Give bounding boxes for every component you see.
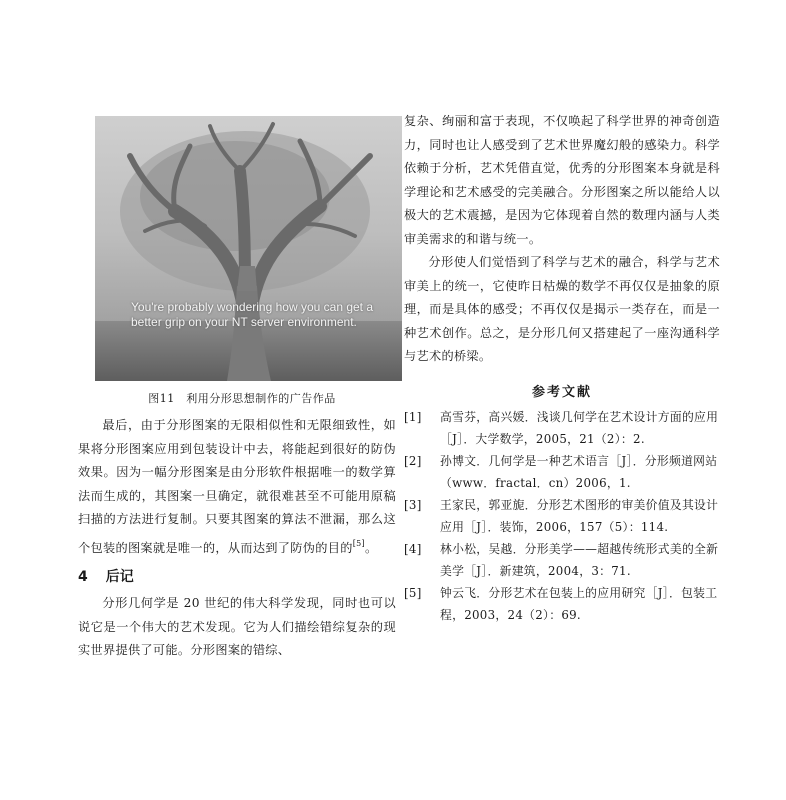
section-number: 4 [78,569,88,585]
reference-item [404,406,720,450]
reference-item [404,538,720,582]
figure-overlay-text: You're probably wondering how you can get a better grip on your NT server environment. [131,300,374,329]
reference-text: 孙博文．几何学是一种艺术语言［J］．分形频道网站（www．fractal．cn）2006，1. [440,453,718,490]
reference-text: 高雪芬，高兴媛．浅谈几何学在艺术设计方面的应用［J］．大学数学，2005，21（2）：2. [440,409,719,446]
references-heading: 参考文献 [531,384,592,400]
reference-number: [5] [404,585,422,600]
reference-number: [3] [404,497,422,512]
section-heading [78,566,396,586]
right-column [404,110,720,626]
reference-text: 钟云飞．分形艺术在包装上的应用研究［J］．包装工程，2003，24（2）：69. [440,585,718,622]
reference-number: [4] [404,541,422,556]
left-column [78,116,396,663]
reference-text: 王家民，郭亚旎．分形艺术图形的审美价值及其设计应用［J］．装饰，2006，157（5）：114. [440,497,719,534]
reference-item [404,450,720,494]
references-list [404,406,720,626]
paragraph-anti-counterfeit: 最后，由于分形图案的无限相似性和无限细致性，如果将分形图案应用到包装设计中去，将能起到很好的防伪效果。因为一幅分形图案是由分形软件根据唯一的数学算法而生成的，其图案一旦确定，就很难甚至不可能用原稿扫描的方法进行复制。只要其图案的算法不泄漏，那么这个包装的图案就是唯一的，从而达到了防伪的目的[5]。 [78,418,396,555]
reference-text: 林小松，吴越．分形美学——超越传统形式美的全新美学［J］．新建筑，2004，3：71. [440,541,719,578]
reference-number: [2] [404,453,422,468]
reference-item [404,494,720,538]
reference-number: [1] [404,409,422,424]
section-title: 后记 [105,569,134,585]
citation-ref[interactable]: [5] [352,538,365,548]
paragraph-postscript: 分形几何学是 20 世纪的伟大科学发现，同时也可以说它是一个伟大的艺术发现。它为人们描绘错综复杂的现实世界提供了可能。分形图案的错综、 [78,596,396,657]
reference-item [404,582,720,626]
advertisement-figure [95,116,402,381]
figure-caption: 图11 利用分形思想制作的广告作品 [148,392,336,405]
paragraph-continued: 复杂、绚丽和富于表现，不仅唤起了科学世界的神奇创造力，同时也让人感受到了艺术世界魔幻般的感染力。科学依赖于分析，艺术凭借直觉，优秀的分形图案本身就是科学理论和艺术感受的完美融合。分形图案之所以能给人以极大的艺术震撼，是因为它体现着自然的数理内涵与人类审美需求的和谐与统一。 [404,114,720,246]
paragraph-science-art: 分形使人们觉悟到了科学与艺术的融合，科学与艺术审美上的统一，它使昨日枯燥的数学不再仅仅是抽象的原理，而是具体的感受；不再仅仅是揭示一类存在，而是一种艺术创作。总之，是分形几何又搭建起了一座沟通科学与艺术的桥梁。 [404,255,720,363]
tree-image [95,116,402,381]
